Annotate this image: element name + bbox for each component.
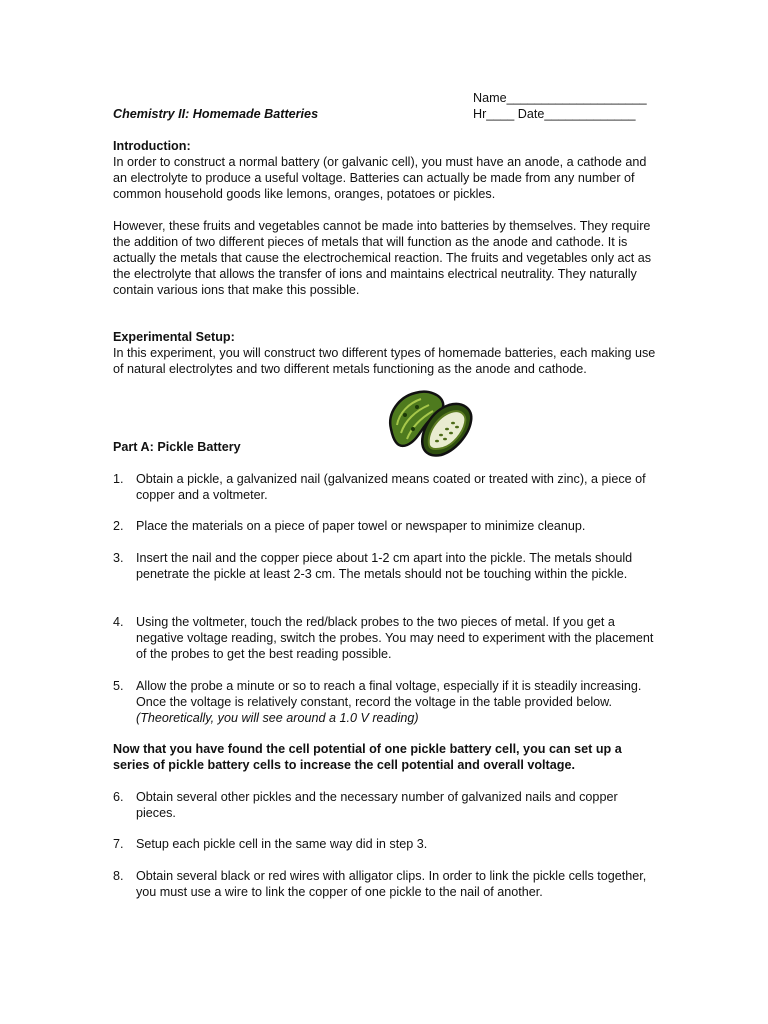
part-a-heading: Part A: Pickle Battery [113,440,241,454]
step-number: 6. [113,790,124,804]
setup-section [113,329,658,377]
step-number: 8. [113,869,124,883]
step-text: Obtain several black or red wires with alligator clips. In order to link the pickle cells together, you must use a wire to link the copper of one pickle to the nail of another. [136,869,647,899]
list-item [113,789,658,821]
step-text: Obtain a pickle, a galvanized nail (galvanized means coated or treated with zinc), a piece of copper and a voltmeter. [136,472,646,502]
list-item [113,550,658,582]
step-text: Insert the nail and the copper piece about 1-2 cm apart into the pickle. The metals should penetrate the pickle at least 2-3 cm. The metals should not be touching within the pickle. [136,551,633,581]
step-number: 4. [113,615,124,629]
step-number: 3. [113,551,124,565]
list-item [113,518,658,534]
step-number: 1. [113,472,124,486]
page-title: Chemistry II: Homemade Batteries [113,107,319,121]
list-item [113,678,658,726]
list-item [113,836,658,852]
list-item [113,471,658,503]
introduction-paragraph-1: In order to construct a normal battery (or galvanic cell), you must have an anode, a cathode and an electrolyte to produce a useful voltage. Batteries can actually be made from any number of common household goods like lemons, oranges, potatoes or pickles. [113,155,647,201]
name-line: Name____________________ [473,91,647,105]
series-note: Now that you have found the cell potential of one pickle battery cell, you can set up a series of pickle battery cells to increase the cell potential and overall voltage. [113,742,622,772]
step-number: 2. [113,519,124,533]
step-text: Place the materials on a piece of paper towel or newspaper to minimize cleanup. [136,519,586,533]
list-item [113,614,658,662]
introduction-heading: Introduction: [113,139,191,153]
setup-paragraph: In this experiment, you will construct two different types of homemade batteries, each making use of natural electrolytes and two different metals functioning as the anode and cathode. [113,346,656,376]
list-item [113,868,658,900]
hr-date-line: Hr____ Date_____________ [473,107,636,121]
name-hr-date-block [473,90,647,122]
step-number: 7. [113,837,124,851]
setup-heading: Experimental Setup: [113,330,235,344]
introduction-section [113,138,658,298]
step-note: (Theoretically, you will see around a 1.0 V reading) [136,711,419,725]
step-text: Allow the probe a minute or so to reach a final voltage, especially if it is steadily increasing. Once the voltage is relatively constant, record the voltage in the table provided below. [136,679,642,709]
introduction-paragraph-2: However, these fruits and vegetables cannot be made into batteries by themselves. They require the addition of two different pieces of metals that will function as the anode and cathode. It is actually the metals that cause the electrochemical reaction. The fruits and vegetables only act as the electrolyte that allows the transfer of ions and maintains electrical neutrality. They naturally contain various ions that make this possible. [113,219,652,297]
step-text: Using the voltmeter, touch the red/black probes to the two pieces of metal. If you get a negative voltage reading, switch the probes. You may need to experiment with the placement of the probes to get the best reading possible. [136,615,654,661]
step-text: Setup each pickle cell in the same way did in step 3. [136,837,428,851]
step-number: 5. [113,679,124,693]
step-text: Obtain several other pickles and the necessary number of galvanized nails and copper pieces. [136,790,618,820]
